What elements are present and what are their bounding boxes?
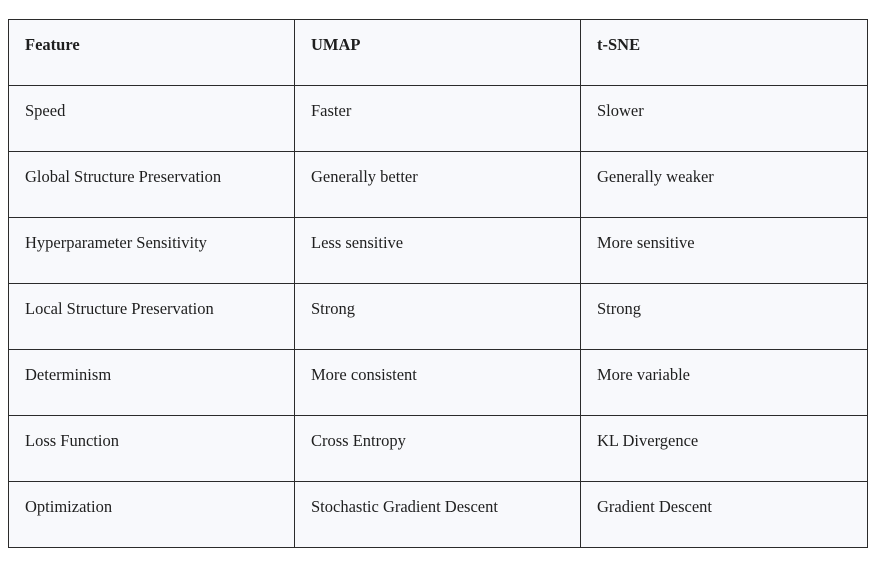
table-cell-tsne: More variable <box>581 350 868 416</box>
comparison-table-container <box>8 19 867 548</box>
table-cell-feature: Global Structure Preservation <box>9 152 295 218</box>
header-tsne: t-SNE <box>581 20 868 86</box>
table-cell-feature: Local Structure Preservation <box>9 284 295 350</box>
comparison-table <box>8 19 868 548</box>
table-cell-tsne: Generally weaker <box>581 152 868 218</box>
table-cell-umap: Cross Entropy <box>295 416 581 482</box>
table-cell-umap: More consistent <box>295 350 581 416</box>
table-cell-tsne: Gradient Descent <box>581 482 868 548</box>
table-header-row <box>9 20 868 86</box>
table-cell-feature: Determinism <box>9 350 295 416</box>
table-row <box>9 218 868 284</box>
table-row <box>9 482 868 548</box>
table-row <box>9 86 868 152</box>
table-cell-feature: Optimization <box>9 482 295 548</box>
table-row <box>9 416 868 482</box>
table-cell-tsne: KL Divergence <box>581 416 868 482</box>
table-cell-umap: Faster <box>295 86 581 152</box>
table-cell-tsne: Slower <box>581 86 868 152</box>
table-cell-tsne: Strong <box>581 284 868 350</box>
header-umap: UMAP <box>295 20 581 86</box>
table-cell-feature: Speed <box>9 86 295 152</box>
table-cell-feature: Hyperparameter Sensitivity <box>9 218 295 284</box>
table-cell-feature: Loss Function <box>9 416 295 482</box>
table-cell-umap: Generally better <box>295 152 581 218</box>
header-feature: Feature <box>9 20 295 86</box>
table-cell-umap: Less sensitive <box>295 218 581 284</box>
table-row <box>9 152 868 218</box>
table-cell-umap: Stochastic Gradient Descent <box>295 482 581 548</box>
table-row <box>9 284 868 350</box>
table-cell-tsne: More sensitive <box>581 218 868 284</box>
table-cell-umap: Strong <box>295 284 581 350</box>
table-row <box>9 350 868 416</box>
